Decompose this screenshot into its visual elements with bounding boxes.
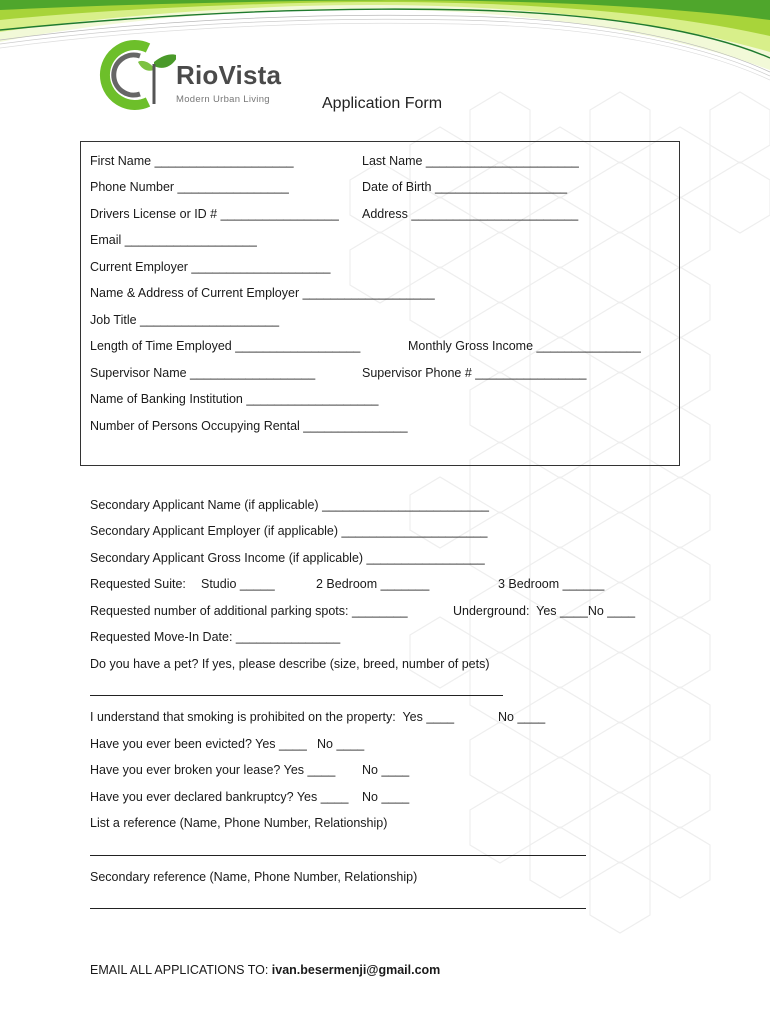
- time-employed-field[interactable]: Length of Time Employed __________________: [90, 339, 361, 353]
- logo-mark-icon: [96, 38, 176, 114]
- underground-parking-field[interactable]: Underground: Yes ____No ____: [453, 604, 636, 618]
- move-in-date-field[interactable]: Requested Move-In Date: _______________: [90, 630, 341, 644]
- riovista-logo: [96, 38, 296, 114]
- secondary-reference-answer-line[interactable]: [90, 908, 586, 909]
- supervisor-name-field[interactable]: Supervisor Name __________________: [90, 366, 316, 380]
- secondary-reference-label: Secondary reference (Name, Phone Number, Relationship): [90, 870, 418, 884]
- bankruptcy-question-field[interactable]: Have you ever declared bankruptcy? Yes ____: [90, 790, 349, 804]
- suite-studio-field[interactable]: Studio _____: [201, 577, 275, 591]
- footer-email-link[interactable]: ivan.besermenji@gmail.com: [271, 963, 441, 977]
- smoking-acknowledgement-field[interactable]: I understand that smoking is prohibited on the property: Yes ____: [90, 710, 455, 724]
- smoking-no-field[interactable]: No ____: [498, 710, 546, 724]
- broken-lease-no-field[interactable]: No ____: [362, 763, 410, 777]
- evicted-no-field[interactable]: No ____: [317, 737, 365, 751]
- secondary-name-field[interactable]: Secondary Applicant Name (if applicable) ________________________: [90, 498, 489, 512]
- date-of-birth-field[interactable]: Date of Birth ___________________: [362, 180, 568, 194]
- footer-instruction: [90, 962, 440, 978]
- bankruptcy-no-field[interactable]: No ____: [362, 790, 410, 804]
- suite-3-bedroom-field[interactable]: 3 Bedroom ______: [498, 577, 605, 591]
- job-title-field[interactable]: Job Title ____________________: [90, 313, 280, 327]
- current-employer-field[interactable]: Current Employer ____________________: [90, 260, 331, 274]
- suite-2-bedroom-field[interactable]: 2 Bedroom _______: [316, 577, 430, 591]
- footer-label: EMAIL ALL APPLICATIONS TO:: [90, 963, 272, 977]
- address-field[interactable]: Address ________________________: [362, 207, 579, 221]
- pet-question: Do you have a pet? If yes, please describe (size, breed, number of pets): [90, 657, 490, 671]
- banking-institution-field[interactable]: Name of Banking Institution ___________________: [90, 392, 379, 406]
- broken-lease-question-field[interactable]: Have you ever broken your lease? Yes ____: [90, 763, 336, 777]
- secondary-income-field[interactable]: Secondary Applicant Gross Income (if applicable) _________________: [90, 551, 485, 565]
- monthly-income-field[interactable]: Monthly Gross Income _______________: [408, 339, 641, 353]
- drivers-license-field[interactable]: Drivers License or ID # _________________: [90, 207, 339, 221]
- logo-tagline: Modern Urban Living: [176, 94, 270, 105]
- supervisor-phone-field[interactable]: Supervisor Phone # ________________: [362, 366, 587, 380]
- reference-label: List a reference (Name, Phone Number, Relationship): [90, 816, 388, 830]
- requested-suite-label: Requested Suite:: [90, 577, 186, 591]
- occupants-field[interactable]: Number of Persons Occupying Rental _______________: [90, 419, 408, 433]
- reference-answer-line[interactable]: [90, 855, 586, 856]
- pet-answer-line[interactable]: [90, 695, 503, 696]
- secondary-employer-field[interactable]: Secondary Applicant Employer (if applicable) _____________________: [90, 524, 488, 538]
- logo-wordmark: RioVista: [176, 60, 282, 90]
- phone-number-field[interactable]: Phone Number ________________: [90, 180, 289, 194]
- evicted-question-field[interactable]: Have you ever been evicted? Yes ____: [90, 737, 307, 751]
- employer-address-field[interactable]: Name & Address of Current Employer ___________________: [90, 286, 435, 300]
- form-title: Application Form: [322, 95, 443, 112]
- first-name-field[interactable]: First Name ____________________: [90, 154, 294, 168]
- email-field[interactable]: Email ___________________: [90, 233, 257, 247]
- parking-spots-field[interactable]: Requested number of additional parking spots: ________: [90, 604, 408, 618]
- last-name-field[interactable]: Last Name ______________________: [362, 154, 579, 168]
